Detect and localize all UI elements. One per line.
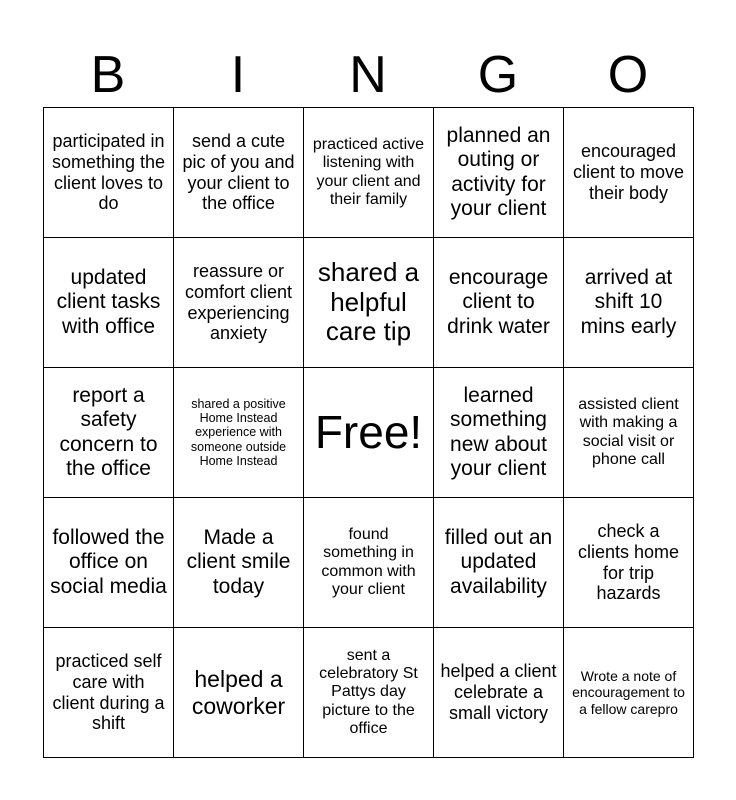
bingo-free-space[interactable] [304,368,434,498]
bingo-cell-text: learned something new about your client [450,384,547,480]
bingo-cell-text: Wrote a note of encouragement to a fellow carepro [572,668,685,717]
bingo-cell-r2-c5[interactable] [564,238,694,368]
bingo-cell-text: encourage client to drink water [447,266,550,338]
bingo-cell-r4-c5[interactable] [564,498,694,628]
bingo-cell-r3-c1[interactable] [44,368,174,498]
header-letter-o: O [607,46,649,104]
bingo-cell-text: followed the office on social media [50,526,167,598]
header-letter-i: I [230,46,246,104]
bingo-cell-text: send a cute pic of you and your client to the office [182,131,295,214]
bingo-cell-text: Free! [314,406,423,459]
bingo-cell-r1-c1[interactable] [44,108,174,238]
bingo-cell-text: filled out an updated availability [444,526,553,598]
bingo-cell-r2-c1[interactable] [44,238,174,368]
bingo-cell-r2-c2[interactable] [174,238,304,368]
header-letter-n: N [349,46,387,104]
bingo-cell-r2-c3[interactable] [304,238,434,368]
bingo-cell-text: reassure or comfort client experiencing anxiety [184,261,293,344]
bingo-cell-r5-c5[interactable] [564,628,694,758]
bingo-cell-text: assisted client with making a social visit or phone call [578,395,679,468]
bingo-cell-text: Made a client smile today [186,526,291,598]
bingo-cell-r5-c3[interactable] [304,628,434,758]
bingo-cell-r1-c5[interactable] [564,108,694,238]
bingo-cell-text: report a safety concern to the office [59,384,158,480]
bingo-header [43,42,693,108]
bingo-cell-r4-c1[interactable] [44,498,174,628]
bingo-cell-text: updated client tasks with office [56,266,161,338]
bingo-cell-text: found something in common with your client [321,525,416,598]
bingo-cell-r1-c3[interactable] [304,108,434,238]
header-letter-b: B [90,46,126,104]
bingo-cell-r4-c4[interactable] [434,498,564,628]
bingo-cell-r3-c5[interactable] [564,368,694,498]
bingo-cell-text: sent a celebratory St Pattys day picture to the office [319,646,418,738]
header-letter-g: G [477,46,519,104]
bingo-cell-text: practiced active listening with your client and their family [312,135,425,208]
bingo-cell-text: encouraged client to move their body [572,141,685,203]
bingo-cell-r5-c1[interactable] [44,628,174,758]
bingo-cell-r1-c4[interactable] [434,108,564,238]
bingo-cell-text: planned an outing or activity for your client [446,124,551,220]
bingo-cell-r4-c2[interactable] [174,498,304,628]
bingo-cell-text: practiced self care with client during a shift [52,651,165,734]
bingo-grid [43,107,694,758]
bingo-cell-text: check a clients home for trip hazards [577,521,680,604]
bingo-cell-text: shared a positive Home Instead experience with someone outside Home Instead [190,396,287,469]
bingo-cell-r3-c4[interactable] [434,368,564,498]
bingo-cell-r5-c2[interactable] [174,628,304,758]
bingo-cell-text: shared a helpful care tip [317,256,420,347]
bingo-cell-r3-c2[interactable] [174,368,304,498]
bingo-cell-r4-c3[interactable] [304,498,434,628]
bingo-cell-text: arrived at shift 10 mins early [580,266,677,338]
bingo-cell-r5-c4[interactable] [434,628,564,758]
bingo-cell-text: helped a client celebrate a small victory [440,661,557,723]
bingo-cell-r2-c4[interactable] [434,238,564,368]
bingo-cell-text: helped a coworker [191,666,286,719]
bingo-cell-r1-c2[interactable] [174,108,304,238]
bingo-cell-text: participated in something the client loves to do [51,131,166,214]
